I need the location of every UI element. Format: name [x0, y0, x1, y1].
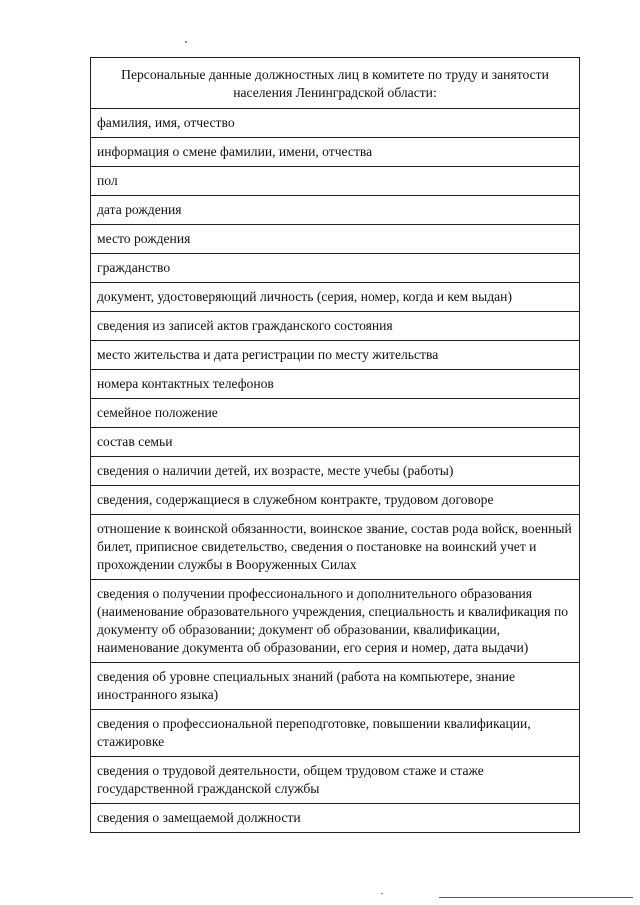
table-row	[91, 138, 580, 167]
table-cell: семейное положение	[91, 399, 580, 428]
personal-data-table	[90, 57, 580, 833]
table-title: Персональные данные должностных лиц в комитете по труду и занятости населения Ленинградской области:	[91, 58, 580, 109]
table-row	[91, 341, 580, 370]
scan-speck	[185, 41, 187, 43]
table-cell: место рождения	[91, 225, 580, 254]
table-cell: документ, удостоверяющий личность (серия, номер, когда и кем выдан)	[91, 283, 580, 312]
table-row	[91, 312, 580, 341]
table-cell: пол	[91, 167, 580, 196]
table-cell: информация о смене фамилии, имени, отчества	[91, 138, 580, 167]
table-row	[91, 196, 580, 225]
table-cell: сведения из записей актов гражданского состояния	[91, 312, 580, 341]
table-cell: отношение к воинской обязанности, воинское звание, состав рода войск, военный билет, приписное свидетельство, сведения о постановке на воинский учет и прохождении службы в Вооруженных Силах	[91, 515, 580, 580]
table-cell: сведения о получении профессионального и дополнительного образования (наименование образовательного учреждения, специальность и квалификация по документу об образовании; документ об образовании, квалификации, наименование документа об образовании, его серия и номер, дата выдачи)	[91, 580, 580, 663]
table-cell: гражданство	[91, 254, 580, 283]
footer-rule	[439, 897, 633, 898]
table-cell: состав семьи	[91, 428, 580, 457]
table-row	[91, 254, 580, 283]
table-cell: сведения, содержащиеся в служебном контракте, трудовом договоре	[91, 486, 580, 515]
table-cell: место жительства и дата регистрации по месту жительства	[91, 341, 580, 370]
table-cell: сведения о замещаемой должности	[91, 804, 580, 833]
table-row	[91, 225, 580, 254]
table-row	[91, 486, 580, 515]
table-row	[91, 515, 580, 580]
table-row	[91, 757, 580, 804]
table-row	[91, 399, 580, 428]
table-row	[91, 804, 580, 833]
table-row	[91, 710, 580, 757]
table-cell: номера контактных телефонов	[91, 370, 580, 399]
table-row	[91, 457, 580, 486]
table-row	[91, 370, 580, 399]
table-cell: сведения о профессиональной переподготовке, повышении квалификации, стажировке	[91, 710, 580, 757]
table-cell: сведения о трудовой деятельности, общем трудовом стаже и стаже государственной гражданской службы	[91, 757, 580, 804]
table-cell: сведения об уровне специальных знаний (работа на компьютере, знание иностранного языка)	[91, 663, 580, 710]
table-header-row	[91, 58, 580, 109]
table-row	[91, 167, 580, 196]
table-row	[91, 580, 580, 663]
table-row	[91, 428, 580, 457]
table-cell: дата рождения	[91, 196, 580, 225]
scan-speck	[381, 893, 383, 894]
table-row	[91, 283, 580, 312]
table-row	[91, 109, 580, 138]
table-row	[91, 663, 580, 710]
table-cell: сведения о наличии детей, их возрасте, месте учебы (работы)	[91, 457, 580, 486]
table-cell: фамилия, имя, отчество	[91, 109, 580, 138]
